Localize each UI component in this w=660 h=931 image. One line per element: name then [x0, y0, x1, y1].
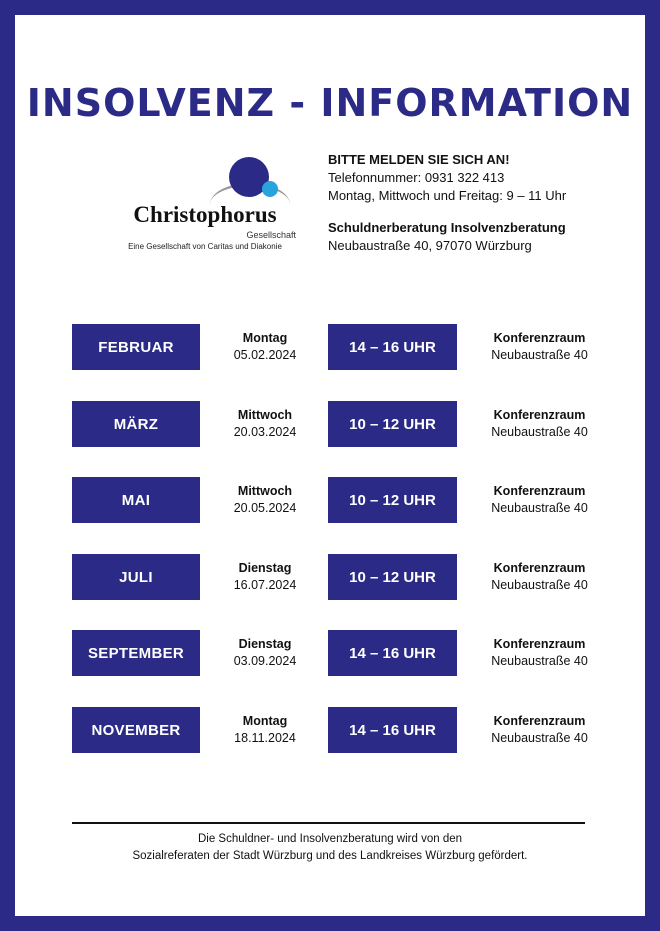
time-label: 10 – 12 UHR	[328, 554, 457, 600]
street: Neubaustraße 40	[491, 348, 588, 362]
weekday: Montag	[242, 331, 288, 345]
weekday: Mittwoch	[237, 484, 293, 498]
street: Neubaustraße 40	[491, 731, 588, 745]
footer-divider	[72, 822, 585, 824]
logo-dot-icon	[262, 181, 278, 197]
appointment-row	[72, 324, 602, 370]
appointment-row	[72, 477, 602, 523]
month-label: MAI	[72, 477, 200, 523]
weekday: Dienstag	[238, 561, 292, 575]
date: 03.09.2024	[233, 654, 297, 668]
appointment-row	[72, 630, 602, 676]
contact-phone: Telefonnummer: 0931 322 413	[328, 170, 505, 185]
date: 20.05.2024	[233, 501, 297, 515]
date-block	[210, 636, 320, 670]
footer-line: Die Schuldner- und Insolvenzberatung wird von den	[197, 833, 463, 845]
christophorus-logo	[110, 153, 300, 273]
contact-org: Schuldnerberatung Insolvenzberatung	[328, 220, 566, 235]
contact-hours: Montag, Mittwoch und Freitag: 9 – 11 Uhr	[328, 188, 567, 203]
weekday: Dienstag	[238, 637, 292, 651]
location-block	[467, 483, 612, 517]
footer-line: Sozialreferaten der Stadt Würzburg und des Landkreises Würzburg gefördert.	[132, 850, 528, 862]
room: Konferenzraum	[493, 484, 586, 498]
time-label: 10 – 12 UHR	[328, 477, 457, 523]
month-label: FEBRUAR	[72, 324, 200, 370]
location-block	[467, 560, 612, 594]
location-block	[467, 636, 612, 670]
time-label: 14 – 16 UHR	[328, 630, 457, 676]
date: 18.11.2024	[234, 731, 296, 745]
date-block	[210, 407, 320, 441]
page-title: INSOLVENZ - INFORMATION	[26, 81, 634, 125]
location-block	[467, 407, 612, 441]
street: Neubaustraße 40	[491, 425, 588, 439]
date-block	[210, 483, 320, 517]
month-label: NOVEMBER	[72, 707, 200, 753]
street: Neubaustraße 40	[491, 501, 588, 515]
location-block	[467, 330, 612, 364]
date: 05.02.2024	[233, 348, 297, 362]
appointment-row	[72, 554, 602, 600]
location-block	[467, 713, 612, 747]
time-label: 14 – 16 UHR	[328, 707, 457, 753]
room: Konferenzraum	[493, 408, 586, 422]
date: 16.07.2024	[233, 578, 297, 592]
street: Neubaustraße 40	[491, 578, 588, 592]
footer-note	[15, 831, 645, 865]
month-label: MÄRZ	[72, 401, 200, 447]
contact-info	[328, 151, 566, 255]
month-label: SEPTEMBER	[72, 630, 200, 676]
date-block	[210, 560, 320, 594]
logo-sub: Gesellschaft	[246, 230, 296, 240]
contact-address: Neubaustraße 40, 97070 Würzburg	[328, 238, 532, 253]
time-label: 14 – 16 UHR	[328, 324, 457, 370]
date: 20.03.2024	[233, 425, 297, 439]
logo-tagline: Eine Gesellschaft von Caritas und Diakonie	[128, 242, 282, 251]
date-block	[210, 713, 320, 747]
room: Konferenzraum	[493, 331, 586, 345]
flyer-page	[15, 15, 645, 916]
room: Konferenzraum	[493, 561, 586, 575]
month-label: JULI	[72, 554, 200, 600]
room: Konferenzraum	[493, 714, 586, 728]
weekday: Montag	[242, 714, 288, 728]
logo-brand: Christophorus	[133, 202, 277, 227]
contact-heading: BITTE MELDEN SIE SICH AN!	[328, 152, 510, 167]
street: Neubaustraße 40	[491, 654, 588, 668]
appointment-row	[72, 707, 602, 753]
time-label: 10 – 12 UHR	[328, 401, 457, 447]
date-block	[210, 330, 320, 364]
appointment-row	[72, 401, 602, 447]
weekday: Mittwoch	[237, 408, 293, 422]
room: Konferenzraum	[493, 637, 586, 651]
